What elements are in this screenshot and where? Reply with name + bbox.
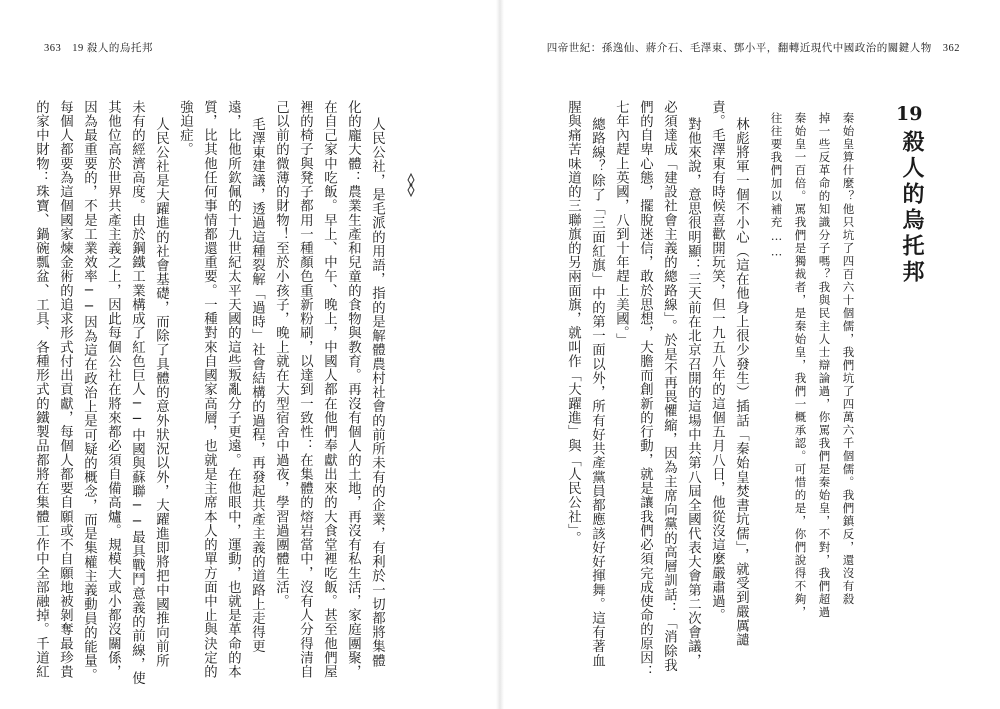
right-text-column: 責。毛澤東有時候喜歡開玩笑，但一九五八年的這個五月八日，他從沒這麼嚴肅過。 [709, 100, 725, 623]
running-head-left: 363 19 殺人的烏托邦 [44, 43, 153, 54]
right-text-column: 林彪將軍一個不小心（這在他身上很少發生）插話「秦始皇焚書坑儒」，就受到嚴厲譴 [733, 117, 749, 647]
right-text-column: 們的自卑心態，擺脫迷信，敢於思想，大膽而創新的行動，就是讓我們必須完成使命的原因： [637, 100, 653, 679]
book-gutter [496, 0, 504, 709]
left-text-column: 化的龐大體：農業生產和兒童的食物與教育。再沒有個人的土地，再沒有私生活，家庭團聚， [345, 100, 361, 679]
right-text-column: 七年內趕上英國，八到十年趕上美國。」 [613, 100, 629, 348]
left-text-column: 的家中財物：珠寶、鍋碗瓢盆、工具、各種形式的鐵製品都將在集體工作中全部融掉。千道紅 [33, 100, 49, 679]
left-text-column: 因為最重要的，不是工業效率──因為這在政治上是可疑的概念，而是集權主義動員的能量。 [81, 100, 97, 683]
left-text-column: 其他位高於世界共產主義之上，因此每個公社在將來都必須自備高爐。規模大或小都沒關係， [105, 100, 121, 679]
right-text-column: 總路線？除了「三面紅旗」中的第一面以外，所有好共產黨員都應該好好揮舞。這有著血 [589, 117, 605, 668]
epigraph-column: 秦始皇算什麼？他只坑了四百六十個儒，我們坑了四萬六千個儒。我們鎮反，還沒有殺 [841, 112, 856, 606]
left-text-column: 遠，比他所欽佩的十九世紀太平天國的這些叛亂分子更遠。在他眼中，運動，也就是革命的本 [225, 100, 241, 679]
left-text-column: 人民公社，是毛派的用語，指的是解體農村社會的前所未有的企業，有利於一切都將集體 [369, 117, 385, 668]
epigraph-column: 掉一些反革命的知識分子嗎？我與民主人士辯論過，你罵我們是秦始皇，不對，我們超過 [817, 112, 832, 619]
right-text-column: 必須達成「建設社會主義的總路線」。於是不再畏懼縮，因為主席向黨的高層訓話：「消除我 [661, 100, 677, 673]
left-text-column: 在自己家中吃飯。早上、中午、晚上，中國人都在他們奉獻出來的大食堂裡吃飯。甚至他們屋 [321, 100, 337, 679]
left-text-column: 人民公社是大躍進的社會基礎，而除了具體的意外狀況以外，大躍進即將把中國推向前所 [153, 117, 169, 668]
running-head-right: 四帝世紀：孫逸仙、蔣介石、毛澤東、鄧小平，翻轉近現代中國政治的關鍵人物 362 [546, 43, 960, 54]
right-text-column: 腥與痛苦味道的三聯旗的另兩面旗，就叫作「大躍進」與「人民公社」。 [565, 100, 581, 546]
left-text-column: 己以前的微薄的財物！至於小孩子，晚上就在大型宿舍中過夜，學習過團體生活。 [273, 100, 289, 609]
left-text-column: 毛澤東建議，透過這種裂解「過時」社會結構的過程，再發起共產主義的道路上走得更 [249, 117, 265, 654]
left-text-column: 裡的椅子與凳子都用一種顏色重新粉刷，以達到一致性：在集體的熔岩當中，沒有人分得清自 [297, 100, 313, 679]
left-text-column: 質，比其他任何事情都還重要。一種對來自國家高層，也就是主席本人的單方面中止與決定的 [201, 100, 217, 679]
section-divider-icon [405, 173, 417, 197]
chapter-title: 殺人的烏托邦 [899, 130, 924, 286]
left-text-column: 每個人都要為這個國家煉金術的追求形式付出貢獻，每個人都要自願或不自願地被剝奪最珍貴 [57, 100, 73, 679]
epigraph-column: 秦始皇一百倍。罵我們是獨裁者，是秦始皇，我們一概承認。可惜的是，你們說得不夠， [793, 112, 808, 619]
left-text-column: 未有的經濟高度。由於鋼鐵工業構成了紅色巨人──中國與蘇聯──最具戰鬥意義的前線，使 [129, 100, 145, 686]
epigraph-column: 往往要我們加以補充…… [769, 112, 784, 260]
right-text-column: 對他來說，意思很明顯：三天前在北京召開的這場中共第八屆全國代表大會第二次會議， [685, 117, 701, 668]
left-text-column: 強迫症。 [177, 100, 193, 157]
chapter-number: 19 [896, 103, 923, 125]
